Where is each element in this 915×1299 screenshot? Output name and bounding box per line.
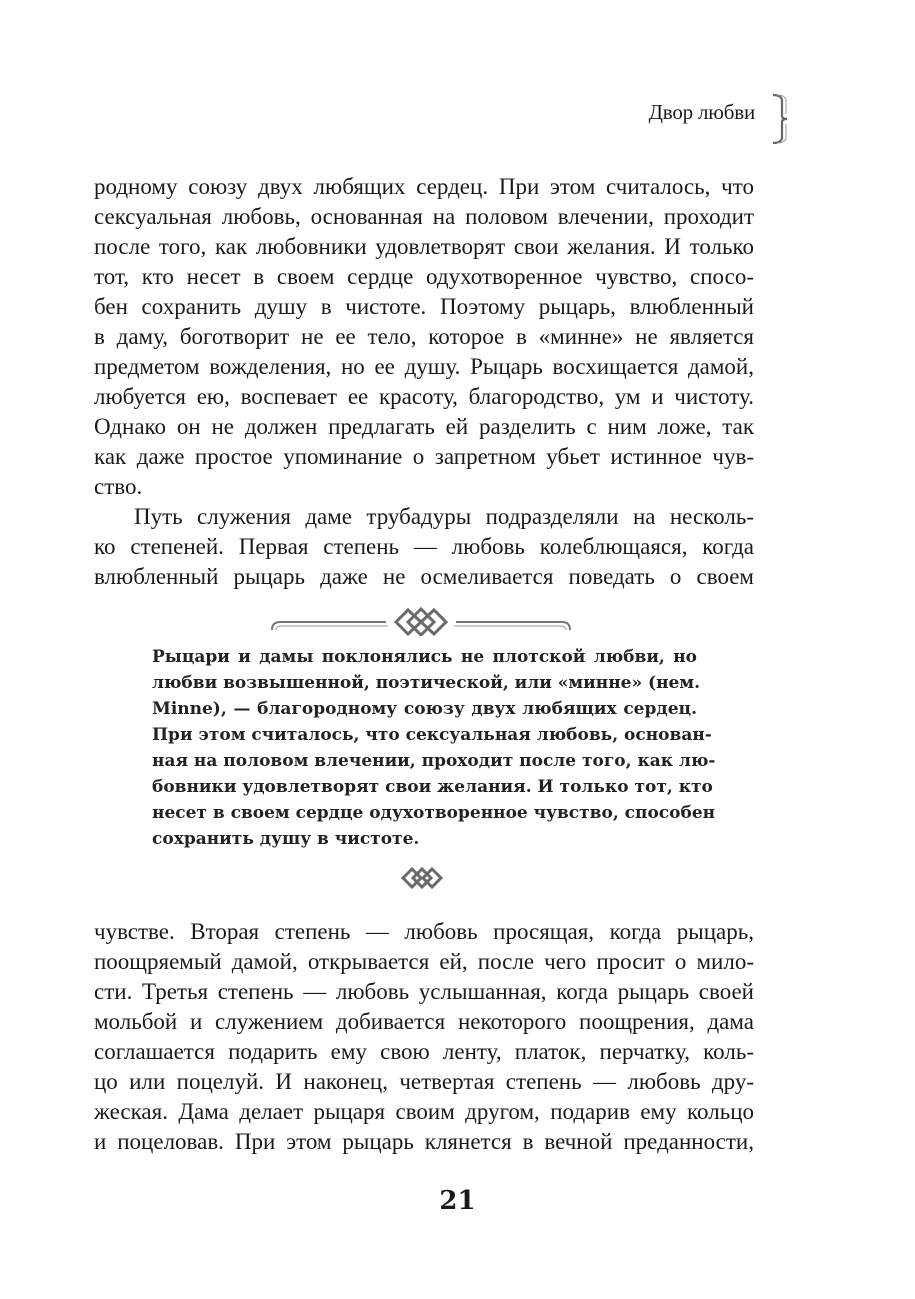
text-line: любуется ею, воспевает ее красоту, благородство, ум и чистоту. [94,384,754,409]
page-number: 21 [439,1186,476,1216]
text-line: как даже простое упоминание о запретном убьет истинное чув- [94,444,754,469]
text-line: после того, как любовники удовлетворят свои желания. И только [94,234,754,259]
text-line: жеская. Дама делает рыцаря своим другом, подарив ему кольцо [94,1099,754,1124]
text-line: ство. [94,474,143,499]
text-line: и поцеловав. При этом рыцарь клянется в вечной преданности, [94,1129,754,1154]
knot-ornament-icon [400,864,444,892]
pull-quote [152,644,716,852]
text-line: бен сохранить душу в чистоте. Поэтому рыцарь, влюбленный [94,294,754,319]
knot-ornament-icon [268,600,574,636]
text-line: предметом вожделения, но ее душу. Рыцарь восхищается дамой, [94,354,754,379]
body-paragraph-3 [94,917,754,1157]
quote-line: сохранить душу в чистоте. [152,829,420,849]
quote-line: любви возвышенной, поэтической, или «минне» (нем. [152,673,701,693]
quote-line: бовники удовлетворят свои желания. И только тот, кто [152,777,713,797]
text-line: ко степеней. Первая степень — любовь колеблющаяся, когда [94,534,754,559]
text-line: тот, кто несет в своем сердце одухотворенное чувство, спосо- [94,264,754,289]
text-line: влюбленный рыцарь даже не осмеливается поведать о своем [94,564,754,589]
text-line: мольбой и служением добивается некоторого поощрения, дама [94,1009,754,1034]
quote-line: При этом считалось, что сексуальная любовь, основан- [152,725,712,745]
quote-line: несет в своем сердце одухотворенное чувство, способен [152,803,716,823]
running-title: Двор любви [648,100,755,124]
text-line: поощряемый дамой, открывается ей, после чего просит о мило- [94,949,754,974]
text-line: сексуальная любовь, основанная на половом влечении, проходит [94,204,754,229]
body-paragraph-2 [94,502,754,592]
quote-line: Minne), — благородному союзу двух любящих сердец. [152,699,697,719]
text-line: Путь служения даме трубадуры подразделяли на несколь- [134,504,754,529]
text-line: соглашается подарить ему свою ленту, платок, перчатку, коль- [94,1039,754,1064]
body-paragraph-1 [94,172,754,502]
quote-line: ная на половом влечении, проходит после того, как лю- [152,751,716,771]
text-line: родному союзу двух любящих сердец. При этом считалось, что [94,174,754,199]
text-line: в даму, боготворит не ее тело, которое в «минне» не является [94,324,754,349]
text-line: чувстве. Вторая степень — любовь просящая, когда рыцарь, [94,919,754,944]
text-line: цо или поцелуй. И наконец, четвертая степень — любовь дру- [94,1069,754,1094]
text-line: Однако он не должен предлагать ей разделить с ним ложе, так [94,414,754,439]
decorative-bracket-icon [770,92,792,146]
quote-line: Рыцари и дамы поклонялись не плотской любви, но [152,647,697,667]
text-line: сти. Третья степень — любовь услышанная, когда рыцарь своей [94,979,754,1004]
